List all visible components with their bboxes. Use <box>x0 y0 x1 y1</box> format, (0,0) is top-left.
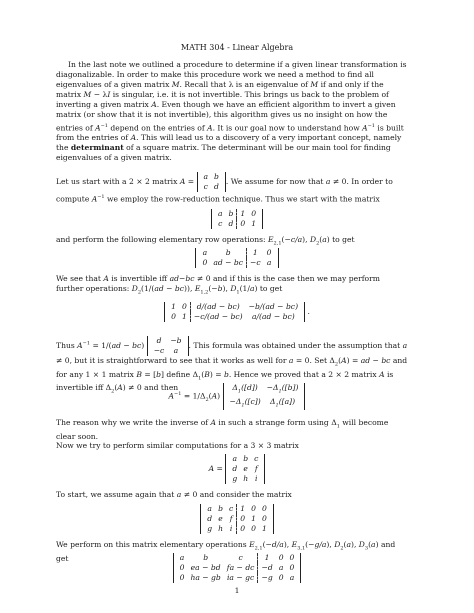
augmented-matrix-2x2: a b 1 0 c d 0 1 <box>0 209 474 229</box>
reduced-matrix-2x2: a b 1 0 0 ad − bc −c a <box>0 248 474 268</box>
paragraph-2x2-intro: Let us start with a 2 × 2 matrix A = a b c d . We assume for now that a ≠ 0. In order to compute $A^{-1}$ we employ the row-reduction technique. Thus we start with the matrix <box>56 172 393 204</box>
paragraph-reason: The reason why we write the inverse of A in such a strange form using $\Delta_1$ will become clear soon. <box>56 418 389 441</box>
intro-paragraph: In the last note we outlined a procedure to determine if a given linear transformation is diagonalizable. In order to make this procedure work we need a method to find all eigenvalues of a given matrix M. Recall that λ is an eigenvalue of M if and only if the matrix M − λI is singular, i.e. it is not invertible. This brings us back to the problem of inverting a given matrix A. Even though we have an efficient algorithm to invert a given matrix (or show that it is not invertible), this algorithm gives us no insight on how the entries of $A^{-1}$ depend on the entries of A. It is our goal now to understand how $A^{-1}$ is built from the entries of A. This will lead us to a discovery of a very important concept, namely the determinant of a square matrix. The determinant will be our main tool for finding eigenvalues of a given matrix. <box>56 60 407 163</box>
paragraph-assume-a: To start, we assume again that a ≠ 0 and consider the matrix <box>56 490 292 499</box>
paragraph-row-ops-3x3: We perform on this matrix elementary operations $E_{2,1}(-d/a)$, $E_{3,1}(-g/a)$, $D_2(a)$, $D_3(a)$ and get <box>56 540 396 563</box>
page-number: 1 <box>234 586 240 595</box>
matrix-A-2x2: a b c d <box>197 172 226 192</box>
inverse-augmented-matrix-2x2: 1 0 d/(ad − bc) −b/(ad − bc) 0 1 −c/(ad − bc) a/(ad − bc) . <box>0 302 474 322</box>
inverse-delta-formula: $A^{-1} = 1/\Delta_2(A)$ $\Delta_1([d])$ $-\Delta_1([b])$ $-\Delta_1([c])$ $\Delta_1([a])$ <box>0 383 474 410</box>
paragraph-inverse-formula: Thus $A^{-1} = 1/(ad - bc)$ d −b −c a . This formula was obtained under the assumption that a ≠ 0, but it is straightforward to see that it works as well for a = 0. Set $\Delta_2(A)$ = ad − bc and for any 1 × 1 matrix B = [b] define $\Delta_1(B) = b$. Hence we proved that a 2 × 2 matrix A is invertible iff $\Delta_2(A) \ne 0$ and then <box>56 336 408 395</box>
paragraph-invertible-condition: We see that A is invertible iff ad−bc ≠ 0 and if this is the case then we may perform further operations: $D_2(1/(ad - bc))$, $E_{1,2}(-b)$, $D_1(1/a)$ to get <box>56 274 380 296</box>
paragraph-3x3-intro: Now we try to perform similar computations for a 3 × 3 matrix <box>56 441 299 450</box>
reduced-matrix-3x3: a b c 1 0 0 0 ea − bd fa − dc −d a 0 0 ha − gb ia − gc −g 0 a <box>0 553 474 583</box>
matrix-A-3x3: A = a b c d e f g h i <box>0 454 474 484</box>
page-title: MATH 304 - Linear Algebra <box>180 43 294 52</box>
paragraph-row-ops-1: and perform the following elementary row operations: $E_{2,1}(-c/a)$, $D_2(a)$ to get <box>56 235 355 247</box>
augmented-matrix-3x3: a b c 1 0 0 d e f 0 1 0 g h i 0 0 1 <box>0 504 474 534</box>
